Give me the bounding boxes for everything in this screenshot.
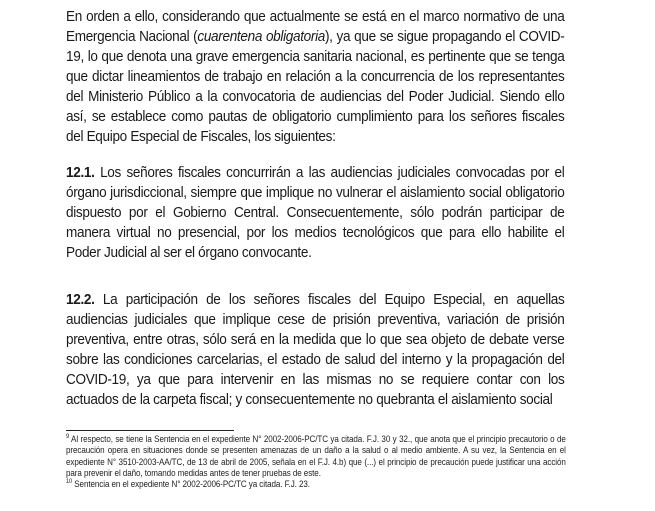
footnote-9-text: Al respecto, se tiene la Sentencia en el expediente N° 2002-2006-PC/TC ya citada. F.J. 30 y 32., que anota que el principio precautorio o de precaución opera en situaciones donde se presenten amenazas de un daño a la salud o al medio ambiente. A su vez, la Sentencia en el expediente N° 3510-2003-AA/TC, de 13 de abril de 2005, señala en el F.J. 4.b) que (...) el principio de precaución puede justificar una acción para prevenir el daño, tomando medidas antes de tener pruebas de este. (66, 434, 566, 479)
footnote-10-text: Sentencia en el expediente N° 2002-2006-PC/TC ya citada. F.J. 23. (72, 479, 310, 491)
intro-paragraph (66, 7, 564, 147)
item-12-1-text: Los señores fiscales concurrirán a las audiencias judiciales convocadas por el órgano jurisdiccional, siempre que implique no vulnerar el aislamiento social obligatorio dispuesto por el Gobierno Central. Consecuentemente, sólo podrán participar de manera virtual no presencial, por los medios tecnológicos que para ello habilite el Poder Judicial al ser el órgano convocante. (66, 165, 565, 261)
footnote-9 (66, 434, 566, 479)
item-12-2-number: 12.2. (66, 292, 95, 308)
footnote-10 (66, 479, 566, 490)
footnotes (66, 434, 566, 490)
item-12-2-text: La participación de los señores fiscales del Equipo Especial, en aquellas audiencias judiciales que implique cese de prisión preventiva, variación de prisión preventiva, entre otras, sólo será en la medida que lo que sea objeto de debate verse sobre las condiciones carcelarias, el estado de salud del interno y la propagación del COVID-19, ya que para intervenir en las mismas no se requiere contar con los actuados de la carpeta fiscal; y consecuentemente no quebranta el aislamiento social (66, 292, 565, 408)
item-12-1-paragraph (66, 163, 564, 263)
item-12-2-paragraph (66, 290, 564, 410)
footnote-separator (66, 430, 234, 431)
intro-text-italic: cuarentena obligatoria (197, 29, 325, 45)
intro-text-post: ), ya que se sigue propagando el COVID-19, lo que denota una grave emergencia sanitaria nacional, es pertinente que se tenga que dictar lineamientos de trabajo en relación a la concurrencia de los representantes del Ministerio Público a la convocatoria de audiencias del Poder Judicial. Siendo ello así, se establece como pautas de obligatorio cumplimiento para los señores fiscales del Equipo Especial de Fiscales, los siguientes: (66, 29, 565, 145)
intro-text-pre: En orden a ello, considerando que actualmente se está en el marco normativo de una Emergencia Nacional ( (66, 9, 565, 45)
footnote-10-marker: 10 (66, 478, 73, 486)
item-12-1-number: 12.1. (66, 165, 95, 181)
footnote-9-marker: 9 (66, 433, 70, 440)
